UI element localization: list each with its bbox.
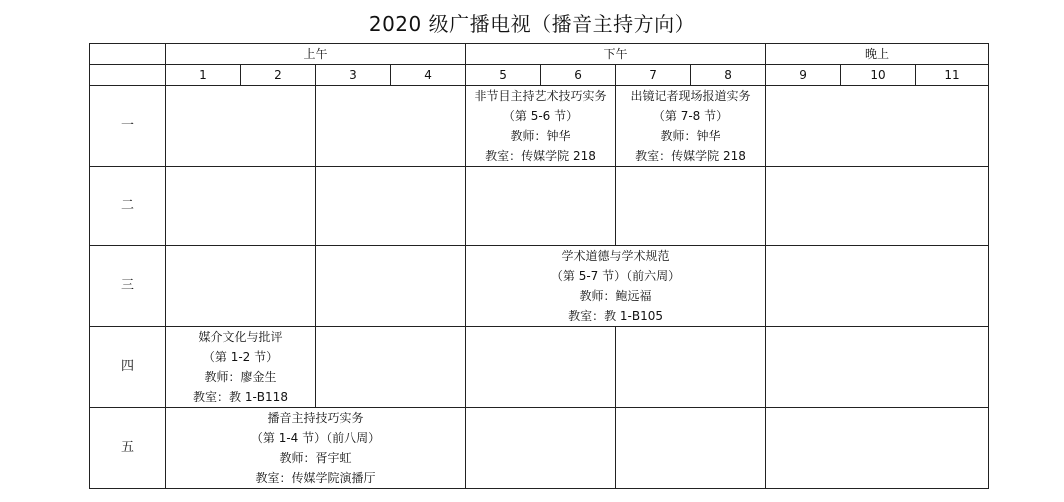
empty-cell [616,408,766,489]
course-room: 教室：教 1-B105 [568,309,663,323]
empty-cell [166,86,316,167]
day-label: 一 [90,86,166,167]
schedule-table [89,43,989,489]
course-teacher: 教师：胥宇虹 [279,451,352,465]
course-teacher: 教师：钟华 [660,129,721,143]
corner-cell [90,65,166,86]
course-name: 播音主持技巧实务 [267,411,364,425]
empty-cell [766,246,989,327]
course-time: （第 1-2 节） [202,350,279,364]
course-room: 教室：传媒学院 218 [485,149,596,163]
day-label: 三 [90,246,166,327]
period-number: 9 [766,65,841,86]
period-number: 1 [166,65,241,86]
day-row-friday [90,408,989,489]
day-row-monday [90,86,989,167]
empty-cell [316,167,466,246]
course-time: （第 1-4 节）（前八周） [250,431,381,445]
period-number-row [90,65,989,86]
corner-cell [90,44,166,65]
course-room: 教室：教 1-B118 [193,390,288,404]
day-label: 五 [90,408,166,489]
course-time: （第 5-6 节） [502,109,579,123]
period-number: 10 [841,65,916,86]
empty-cell [316,327,466,408]
empty-cell [616,327,766,408]
empty-cell [316,86,466,167]
empty-cell [466,408,616,489]
empty-cell [316,246,466,327]
course-room: 教室：传媒学院演播厅 [255,471,376,485]
period-number: 3 [316,65,391,86]
course-time: （第 5-7 节）（前六周） [550,269,681,283]
course-cell [466,246,766,327]
course-name: 非节目主持艺术技巧实务 [474,89,607,103]
course-teacher: 教师：钟华 [510,129,571,143]
course-room: 教室：传媒学院 218 [635,149,746,163]
course-teacher: 教师：廖金生 [204,370,277,384]
empty-cell [766,327,989,408]
period-number: 2 [241,65,316,86]
course-cell [616,86,766,167]
day-row-thursday [90,327,989,408]
day-label: 二 [90,167,166,246]
empty-cell [166,167,316,246]
empty-cell [466,167,616,246]
schedule-title: 2020 级广播电视（播音主持方向） [368,12,696,36]
morning-header: 上午 [166,44,466,65]
course-name: 出镜记者现场报道实务 [630,89,751,103]
day-row-wednesday [90,246,989,327]
day-row-tuesday [90,167,989,246]
period-number: 11 [916,65,989,86]
course-teacher: 教师：鲍远福 [579,289,652,303]
period-number: 8 [691,65,766,86]
evening-header: 晚上 [766,44,989,65]
empty-cell [166,246,316,327]
period-number: 4 [391,65,466,86]
empty-cell [766,408,989,489]
course-name: 媒介文化与批评 [198,330,283,344]
empty-cell [616,167,766,246]
empty-cell [766,167,989,246]
period-number: 7 [616,65,691,86]
empty-cell [466,327,616,408]
day-label: 四 [90,327,166,408]
course-name: 学术道德与学术规范 [561,249,670,263]
period-group-header-row [90,44,989,65]
course-cell [166,408,466,489]
course-time: （第 7-8 节） [652,109,729,123]
period-number: 5 [466,65,541,86]
course-cell [466,86,616,167]
course-cell [166,327,316,408]
empty-cell [766,86,989,167]
afternoon-header: 下午 [466,44,766,65]
period-number: 6 [541,65,616,86]
